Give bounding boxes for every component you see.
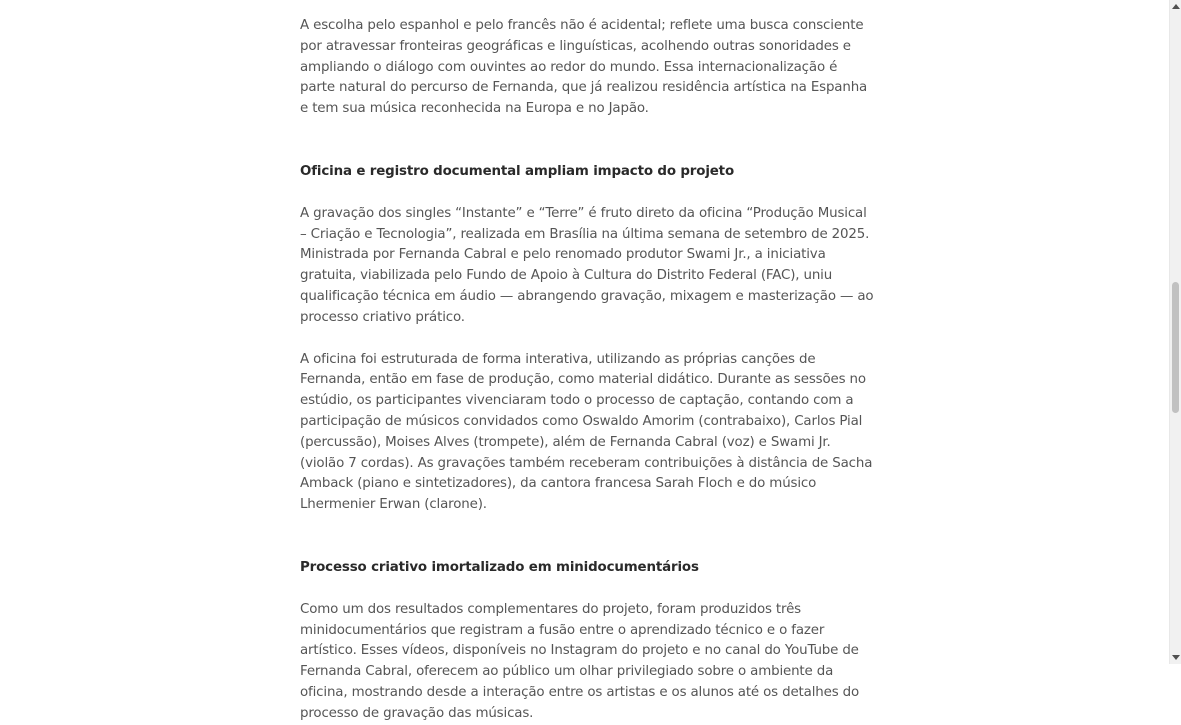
article-body (300, 16, 875, 725)
minidocumentarios-paragraph-1: Como um dos resultados complementares do projeto, foram produzidos três minidocumentários que registram a fusão entre o aprendizado técnico e o fazer artístico. Esses vídeos, disponíveis no Instagram do projeto e no canal do YouTube de Fernanda Cabral, oferecem ao público um olhar privilegiado sobre o ambiente da oficina, mostrando desde a interação entre os artistas e os alunos até os detalhes do processo de gravação das músicas. (300, 601, 860, 721)
scrollbar-thumb[interactable] (1172, 282, 1179, 413)
intro-paragraph: A escolha pelo espanhol e pelo francês não é acidental; reflete uma busca consciente por atravessar fronteiras geográficas e linguísticas, acolhendo outras sonoridades e ampliando o diálogo com ouvintes ao redor do mundo. Essa internacionalização é parte natural do percurso de Fernanda, que já realizou residência artística na Espanha e tem sua música reconhecida na Europa e no Japão. (300, 18, 868, 117)
section-heading-minidocumentarios: Processo criativo imortalizado em minidocumentários (300, 559, 699, 575)
paragraph-spacer (300, 183, 875, 204)
arrow-down-icon[interactable] (1172, 655, 1180, 660)
section-spacer (300, 120, 875, 162)
vertical-scrollbar[interactable] (1169, 0, 1181, 664)
section-heading-oficina: Oficina e registro documental ampliam impacto do projeto (300, 163, 734, 179)
section-spacer (300, 516, 875, 558)
paragraph-spacer (300, 329, 875, 350)
oficina-paragraph-1: A gravação dos singles “Instante” e “Terre” é fruto direto da oficina “Produção Musical – Criação e Tecnologia”, realizada em Brasília na última semana de setembro de 2025. Ministrada por Fernanda Cabral e pelo renomado produtor Swami Jr., a iniciativa gratuita, viabilizada pelo Fundo de Apoio à Cultura do Distrito Federal (FAC), uniu qualificação técnica em áudio — abrangendo gravação, mixagem e masterização — ao processo criativo prático. (300, 205, 874, 325)
paragraph-spacer (300, 579, 875, 600)
oficina-paragraph-2: A oficina foi estruturada de forma interativa, utilizando as próprias canções de Fernanda, então em fase de produção, como material didático. Durante as sessões no estúdio, os participantes vivenciaram todo o processo de captação, contando com a participação de músicos convidados como Oswaldo Amorim (contrabaixo), Carlos Pial (percussão), Moises Alves (trompete), além de Fernanda Cabral (voz) e Swami Jr. (violão 7 cordas). As gravações também receberam contribuições à distância de Sacha Amback (piano e sintetizadores), da cantora francesa Sarah Floch e do músico Lhermenier Erwan (clarone). (300, 351, 873, 513)
arrow-up-icon[interactable] (1172, 4, 1180, 9)
